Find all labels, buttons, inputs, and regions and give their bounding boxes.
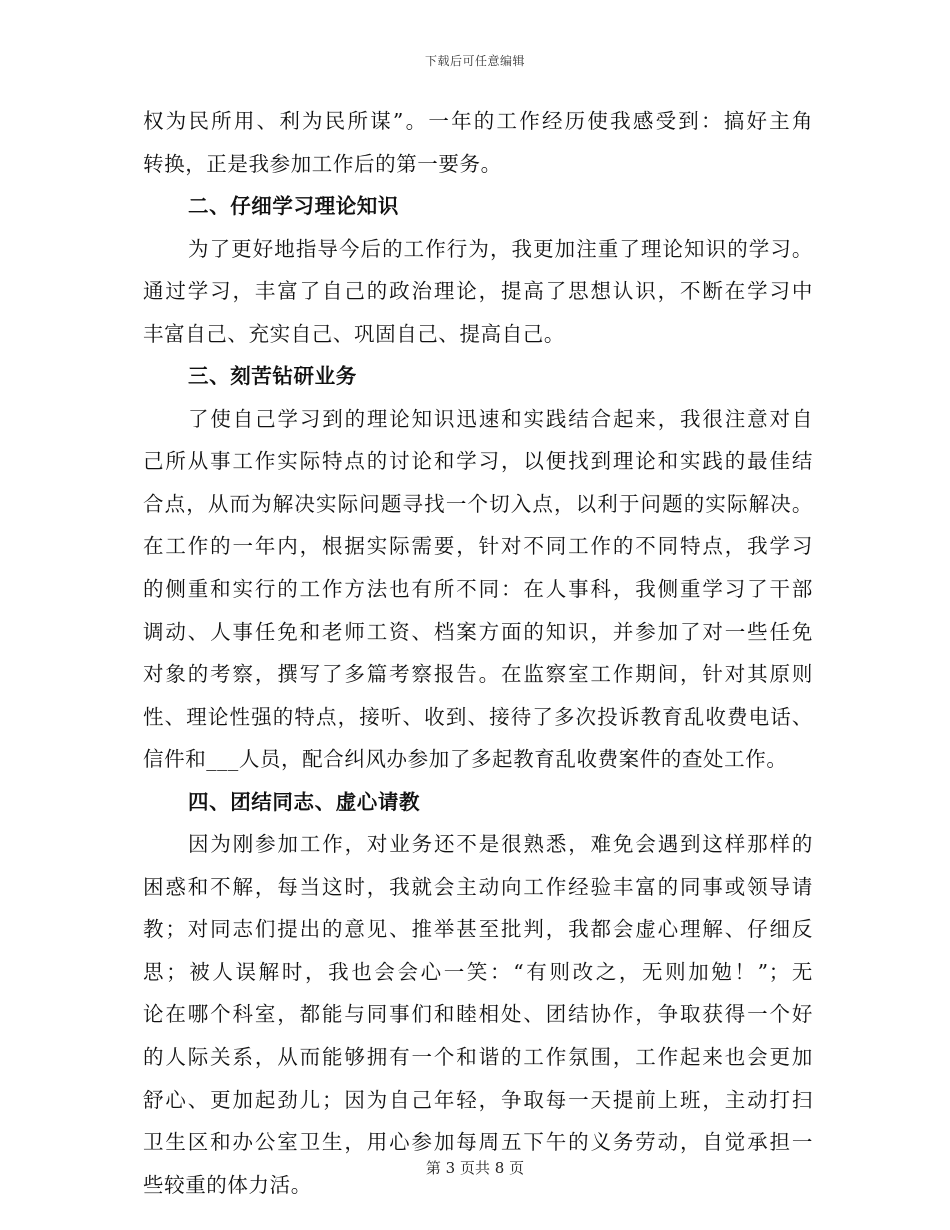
paragraph-unity: [143, 823, 813, 1206]
text-line: 调动、人事任免和老师工资、档案方面的知识，并参加了对一些任免: [143, 619, 813, 644]
paragraph-business: [143, 398, 813, 781]
text-line: 思；被人误解时，我也会会心一笑：“有则改之，无则加勉！”；无: [143, 959, 813, 984]
text-line: 性、理论性强的特点，接听、收到、接待了多次投诉教育乱收费电话、: [143, 704, 813, 729]
text-line: 的人际关系，从而能够拥有一个和谐的工作氛围，工作起来也会更加: [143, 1045, 813, 1070]
text-line: 丰富自己、充实自己、巩固自己、提高自己。: [143, 321, 565, 346]
section-heading-theory: 二、仔细学习理论知识: [188, 194, 399, 219]
text-line: 在工作的一年内，根据实际需要，针对不同工作的不同特点，我学习: [143, 534, 813, 559]
section-heading-business: 三、刻苦钻研业务: [188, 364, 357, 389]
text-line: 对象的考察，撰写了多篇考察报告。在监察室工作期间，针对其原则: [143, 662, 813, 687]
page-header: 下载后可任意编辑: [424, 54, 525, 68]
page-footer: 第 3 页共 8 页: [425, 1159, 525, 1177]
text-line: 己所从事工作实际特点的讨论和学习，以便找到理论和实践的最佳结: [143, 449, 813, 474]
section-heading-unity: 四、团结同志、虚心请教: [188, 789, 421, 814]
text-line: 些较重的体力活。: [143, 1172, 312, 1197]
paragraph-continuation: [143, 100, 813, 185]
text-line: 通过学习，丰富了自己的政治理论，提高了思想认识，不断在学习中: [143, 279, 813, 304]
text-line: 的侧重和实行的工作方法也有所不同：在人事科，我侧重学习了干部: [143, 577, 813, 602]
document-body: [143, 100, 813, 1206]
text-line: 信件和___人员，配合纠风办参加了多起教育乱收费案件的查处工作。: [143, 747, 788, 772]
text-line: 合点，从而为解决实际问题寻找一个切入点，以利于问题的实际解决。: [143, 491, 813, 516]
text-line: 困惑和不解，每当这时，我就会主动向工作经验丰富的同事或领导请: [143, 874, 813, 899]
text-line: 转换，正是我参加工作后的第一要务。: [143, 151, 502, 176]
text-line: 舒心、更加起劲儿；因为自己年轻，争取每一天提前上班，主动打扫: [143, 1087, 813, 1112]
text-line: 论在哪个科室，都能与同事们和睦相处、团结协作，争取获得一个好: [143, 1002, 813, 1027]
text-line: 因为刚参加工作，对业务还不是很熟悉，难免会遇到这样那样的: [188, 832, 813, 857]
paragraph-theory: [143, 228, 813, 356]
text-line: 权为民所用、利为民所谋”。一年的工作经历使我感受到：搞好主角: [143, 109, 813, 133]
text-line: 了使自己学习到的理论知识迅速和实践结合起来，我很注意对自: [188, 406, 813, 431]
text-line: 卫生区和办公室卫生，用心参加每周五下午的义务劳动，自觉承担一: [143, 1130, 813, 1155]
text-line: 教；对同志们提出的意见、推举甚至批判，我都会虚心理解、仔细反: [143, 917, 813, 942]
text-line: 为了更好地指导今后的工作行为，我更加注重了理论知识的学习。: [188, 236, 813, 261]
